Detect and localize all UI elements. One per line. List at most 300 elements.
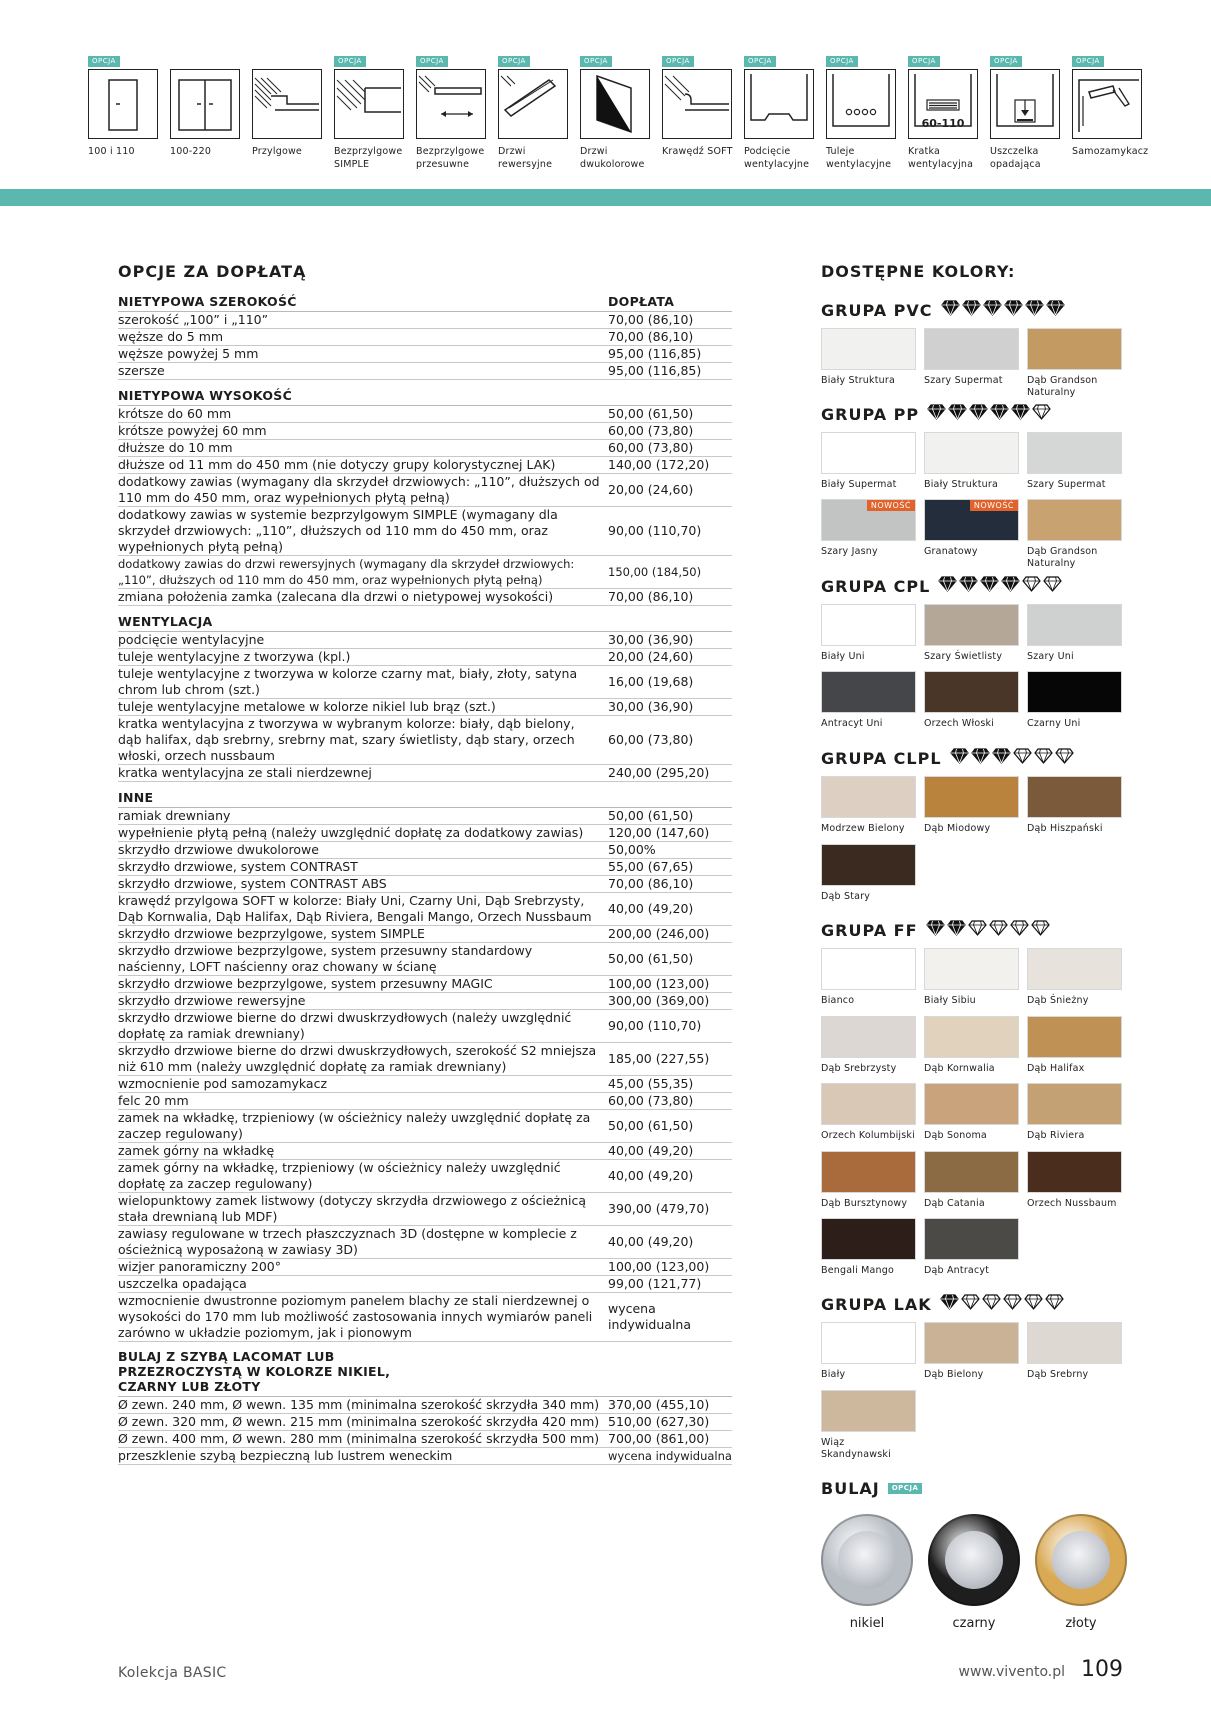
option-price: 60,00 (73,80): [608, 1093, 694, 1108]
swatch-name: Modrzew Bielony: [821, 823, 905, 834]
swatch-sample: [821, 1218, 916, 1260]
swatch-sample: [924, 1322, 1019, 1364]
price-row: [118, 876, 732, 893]
swatch-sample: [821, 948, 916, 990]
swatch-sample: [1027, 1151, 1122, 1193]
colour-swatch: [821, 604, 916, 663]
option-description: zmiana położenia zamka (zalecana dla drzwi o nietypowej wysokości): [118, 589, 554, 604]
colour-swatch: [821, 1083, 916, 1142]
option-description: wielopunktowy zamek listwowy (dotyczy skrzydła drzwiowego z ościeżnicą stała drewnianą lub MDF): [118, 1193, 586, 1224]
option-description: tuleje wentylacyjne z tworzywa (kpl.): [118, 649, 351, 664]
option-price: 55,00 (67,65): [608, 859, 694, 874]
swatch-sample: [1027, 948, 1122, 990]
option-description: węższe powyżej 5 mm: [118, 346, 259, 361]
opcja-badge: OPCJA: [990, 56, 1022, 67]
diamond-filled-icon: [926, 920, 945, 940]
swatch-sample: [1027, 499, 1122, 541]
option-price: 40,00 (49,20): [608, 1143, 694, 1158]
option-price: 390,00 (479,70): [608, 1201, 710, 1216]
swatch-name: Orzech Nussbaum: [1027, 1197, 1117, 1209]
option-price: 20,00 (24,60): [608, 649, 694, 664]
option-description: felc 20 mm: [118, 1093, 189, 1108]
diamond-outline-icon: [982, 1294, 1001, 1314]
option-price: 60,00 (73,80): [608, 732, 694, 747]
option-price: 200,00 (246,00): [608, 926, 710, 941]
price-row: [118, 312, 732, 329]
colour-swatch: [821, 1016, 916, 1075]
section-price-header: [608, 388, 732, 403]
two-colour-door-icon: [580, 69, 650, 139]
porthole-ring: [928, 1514, 1020, 1606]
price-row: [118, 893, 732, 926]
swatch-name: Biały: [821, 1369, 846, 1380]
price-level-diamonds: [927, 404, 1051, 424]
price-row: [118, 666, 732, 699]
diamond-filled-icon: [983, 300, 1002, 320]
diamond-filled-icon: [980, 576, 999, 596]
swatch-sample: [1027, 1016, 1122, 1058]
diamond-filled-icon: [1011, 404, 1030, 424]
price-row: [118, 1414, 732, 1431]
swatch-sample: [1027, 328, 1122, 370]
swatch-sample: [924, 1083, 1019, 1125]
option-description: wizjer panoramiczny 200°: [118, 1259, 281, 1274]
option-description: ramiak drewniany: [118, 808, 231, 823]
porthole-1: [928, 1514, 1020, 1631]
swatch-name: Biały Struktura: [821, 375, 895, 386]
price-level-diamonds: [950, 748, 1074, 768]
option-description: szerokość „100” i „110”: [118, 312, 269, 327]
option-price: 150,00 (184,50): [608, 565, 702, 579]
porthole-label: złoty: [1065, 1616, 1097, 1631]
swatch-name: Szary Jasny: [821, 546, 878, 557]
price-row: [118, 1193, 732, 1226]
section-price-header: [608, 614, 732, 629]
diamond-filled-icon: [941, 300, 960, 320]
section-price-header: [608, 790, 732, 805]
swatch-sample: [821, 1083, 916, 1125]
option-description: węższe do 5 mm: [118, 329, 224, 344]
option-description: dłuższe do 10 mm: [118, 440, 233, 455]
swatch-name: Dąb Sonoma: [924, 1130, 987, 1141]
vent-sleeves-icon: [826, 69, 896, 139]
group-name: GRUPA PP: [821, 404, 920, 424]
opcja-badge: OPCJA: [888, 1483, 923, 1494]
option-description: podcięcie wentylacyjne: [118, 632, 265, 647]
option-label: Podcięcie wentylacyjne: [744, 146, 810, 170]
option-description: skrzydło drzwiowe bezprzylgowe, system SIMPLE: [118, 926, 425, 941]
colour-swatch: [1027, 1083, 1122, 1142]
option-price: 100,00 (123,00): [608, 1259, 710, 1274]
price-row: [118, 859, 732, 876]
swatch-name: Biały Struktura: [924, 479, 998, 490]
option-description: krótsze powyżej 60 mm: [118, 423, 267, 438]
price-row: [118, 440, 732, 457]
diamond-filled-icon: [971, 748, 990, 768]
option-price: 370,00 (455,10): [608, 1397, 710, 1412]
price-row: [118, 1259, 732, 1276]
swatch-name: Dąb Grandson Naturalny: [1027, 546, 1098, 569]
swatch-sample: [924, 671, 1019, 713]
porthole-ring: [1035, 1514, 1127, 1606]
colour-swatch: [924, 948, 1019, 1007]
swatch-sample: [821, 604, 916, 646]
diamond-filled-icon: [1001, 576, 1020, 596]
price-row: [118, 1448, 732, 1465]
price-row: [118, 632, 732, 649]
swatch-sample: [821, 328, 916, 370]
swatch-name: Szary Uni: [1027, 651, 1074, 662]
swatch-sample: [924, 328, 1019, 370]
option-label: Przylgowe: [252, 146, 302, 157]
diamond-outline-icon: [1045, 1294, 1064, 1314]
price-row: [118, 1293, 732, 1342]
price-row: [118, 1093, 732, 1110]
vent-grille-icon: [908, 69, 978, 139]
colour-swatch: [1027, 948, 1122, 1007]
swatch-name: Szary Supermat: [924, 375, 1003, 386]
porthole-glass: [838, 1531, 896, 1589]
price-row: [118, 926, 732, 943]
diamond-outline-icon: [1013, 748, 1032, 768]
option-label: Samozamykacz: [1072, 146, 1149, 157]
new-badge: NOWOŚĆ: [970, 500, 1018, 511]
diamond-filled-icon: [969, 404, 988, 424]
diamond-filled-icon: [947, 920, 966, 940]
diamond-filled-icon: [1025, 300, 1044, 320]
option-description: wzmocnienie pod samozamykacz: [118, 1076, 328, 1091]
diamond-filled-icon: [959, 576, 978, 596]
group-title: [821, 576, 1062, 596]
colour-swatch: [924, 1218, 1019, 1277]
swatch-name: Szary Supermat: [1027, 479, 1106, 490]
diamond-filled-icon: [1004, 300, 1023, 320]
swatch-name: Biały Uni: [821, 651, 865, 662]
option-price: 60,00 (73,80): [608, 440, 694, 455]
option-price: 45,00 (55,35): [608, 1076, 694, 1091]
diamond-outline-icon: [1010, 920, 1029, 940]
price-row: [118, 1110, 732, 1143]
price-level-diamonds: [941, 300, 1065, 320]
swatch-sample: [821, 1016, 916, 1058]
surcharge-title: OPCJE ZA DOPŁATĄ: [118, 262, 307, 281]
bulaj-title: [821, 1479, 922, 1498]
reversible-door-icon: [498, 69, 568, 139]
price-row: [118, 993, 732, 1010]
swatch-name: Dąb Halifax: [1027, 1062, 1085, 1074]
option-description: zamek górny na wkładkę: [118, 1143, 275, 1158]
colour-swatch: [924, 1016, 1019, 1075]
swatch-name: Orzech Kolumbijski: [821, 1130, 915, 1141]
swatch-sample: [924, 948, 1019, 990]
group-title: [821, 920, 1050, 940]
option-price: 70,00 (86,10): [608, 876, 694, 891]
swatch-sample: [821, 844, 916, 886]
swatch-sample: [1027, 432, 1122, 474]
option-label: 100 i 110: [88, 146, 135, 157]
footer-url[interactable]: www.vivento.pl: [958, 1664, 1065, 1680]
swatch-name: Dąb Miodowy: [924, 823, 991, 834]
option-price: 95,00 (116,85): [608, 363, 702, 378]
porthole-glass: [1052, 1531, 1110, 1589]
new-badge: NOWOŚĆ: [867, 500, 915, 511]
colour-swatch: [924, 604, 1019, 663]
opcja-badge: OPCJA: [662, 56, 694, 67]
teal-band: [0, 189, 1211, 206]
option-label: Uszczelka opadająca: [990, 146, 1041, 170]
option-description: kratka wentylacyjna z tworzywa w wybranym kolorze: biały, dąb bielony, dąb halifax, dąb srebrny, srebrny mat, szary świetlisty, dąb stary, orzech włoski, orzech nussbaum: [118, 716, 575, 763]
swatch-name: Bengali Mango: [821, 1265, 895, 1276]
option-description: skrzydło drzwiowe bierne do drzwi dwuskrzydłowych, szerokość S2 mniejsza niż 610 mm (należy uwzględnić dopłatę za ramiak drewniany): [118, 1043, 597, 1074]
option-label: Drzwi rewersyjne: [498, 146, 553, 170]
grille-size-label: 60-110: [921, 117, 965, 130]
option-price: 185,00 (227,55): [608, 1051, 710, 1066]
option-price: 90,00 (110,70): [608, 523, 702, 538]
diamond-outline-icon: [968, 920, 987, 940]
option-description: dodatkowy zawias w systemie bezprzylgowym SIMPLE (wymagany dla skrzydeł drzwiowych: „110”, dłuższych od 110 mm do 450 mm, oraz wypełnionych płytą pełną): [118, 507, 558, 554]
price-row: [118, 1076, 732, 1093]
option-price: 50,00 (61,50): [608, 406, 694, 421]
price-row: [118, 1043, 732, 1076]
option-price: wycena indywidualna: [608, 1449, 732, 1463]
option-description: skrzydło drzwiowe dwukolorowe: [118, 842, 319, 857]
page-number: 109: [1081, 1657, 1123, 1682]
price-row: [118, 649, 732, 666]
diamond-filled-icon: [990, 404, 1009, 424]
colour-swatch: [924, 776, 1019, 835]
price-row: [118, 423, 732, 440]
price-row: [118, 943, 732, 976]
swatch-name: Dąb Bielony: [924, 1369, 984, 1380]
porthole-label: czarny: [952, 1616, 996, 1631]
swatch-name: Biały Supermat: [821, 479, 897, 490]
colour-swatch: [924, 671, 1019, 730]
colour-swatch: [821, 499, 916, 558]
diamond-filled-icon: [992, 748, 1011, 768]
price-row: [118, 474, 732, 507]
price-row: [118, 842, 732, 859]
option-price: 90,00 (110,70): [608, 1018, 702, 1033]
group-name: GRUPA CLPL: [821, 748, 942, 768]
option-price: 20,00 (24,60): [608, 482, 694, 497]
price-level-diamonds: [938, 576, 1062, 596]
opcja-badge: OPCJA: [88, 56, 120, 67]
option-description: dłuższe od 11 mm do 450 mm (nie dotyczy grupy kolorystycznej LAK): [118, 457, 556, 472]
option-price: 16,00 (19,68): [608, 674, 694, 689]
diamond-outline-icon: [1034, 748, 1053, 768]
diamond-filled-icon: [962, 300, 981, 320]
section-price-header: DOPŁATA: [608, 294, 675, 309]
section-header: [118, 290, 732, 312]
bulaj-name: BULAJ: [821, 1479, 880, 1498]
option-label: Tuleje wentylacyjne: [826, 146, 892, 170]
swatch-sample: [821, 1390, 916, 1432]
option-price: 40,00 (49,20): [608, 1168, 694, 1183]
group-name: GRUPA FF: [821, 920, 918, 940]
group-name: GRUPA LAK: [821, 1294, 932, 1314]
option-label: Krawędź SOFT: [662, 146, 733, 157]
swatch-name: Dąb Srebrny: [1027, 1369, 1089, 1380]
option-label: Drzwi dwukolorowe: [580, 146, 645, 170]
colour-swatch: [1027, 1016, 1122, 1075]
option-price: 40,00 (49,20): [608, 1234, 694, 1249]
options-icon-strip: [88, 55, 1168, 175]
option-price: 70,00 (86,10): [608, 312, 694, 327]
opcja-badge: OPCJA: [1072, 56, 1104, 67]
price-row: [118, 1276, 732, 1293]
option-description: skrzydło drzwiowe bezprzylgowe, system przesuwny MAGIC: [118, 976, 493, 991]
option-price: 300,00 (369,00): [608, 993, 710, 1008]
swatch-sample: [821, 499, 916, 541]
diamond-outline-icon: [1022, 576, 1041, 596]
price-row: [118, 1010, 732, 1043]
colour-swatch: [1027, 604, 1122, 663]
swatch-sample: [924, 1151, 1019, 1193]
swatch-sample: [924, 1218, 1019, 1260]
diamond-outline-icon: [1031, 920, 1050, 940]
price-row: [118, 406, 732, 423]
swatch-name: Dąb Bursztynowy: [821, 1197, 908, 1209]
option-price: 510,00 (627,30): [608, 1414, 710, 1429]
porthole-label: nikiel: [849, 1616, 885, 1631]
option-description: skrzydło drzwiowe, system CONTRAST ABS: [118, 876, 387, 891]
colour-swatch: [924, 1083, 1019, 1142]
option-description: wypełnienie płytą pełną (należy uwzględnić dopłatę za dodatkowy zawias): [118, 825, 584, 840]
option-description: skrzydło drzwiowe rewersyjne: [118, 993, 306, 1008]
colour-swatch: [924, 328, 1019, 387]
diamond-filled-icon: [938, 576, 957, 596]
swatch-name: Wiąz Skandynawski: [821, 1437, 891, 1460]
option-price: 60,00 (73,80): [608, 423, 694, 438]
swatch-name: Orzech Włoski: [924, 718, 995, 729]
colour-swatch: [821, 948, 916, 1007]
option-description: Ø zewn. 320 mm, Ø wewn. 215 mm (minimalna szerokość skrzydła 420 mm): [118, 1414, 600, 1429]
price-row: [118, 1143, 732, 1160]
colour-swatch: [821, 1151, 916, 1210]
diamond-filled-icon: [940, 1294, 959, 1314]
diamond-filled-icon: [927, 404, 946, 424]
price-row: [118, 507, 732, 556]
swatch-sample: [821, 432, 916, 474]
option-description: wzmocnienie dwustronne poziomym panelem blachy ze stali nierdzewnej o wysokości do 170 mm lub możliwość zastosowania innych wymiarów paneli zarówno w układzie poziomym, jak i pionowym: [118, 1293, 593, 1340]
option-description: tuleje wentylacyjne metalowe w kolorze nikiel lub brąz (szt.): [118, 699, 496, 714]
colour-swatch: [1027, 432, 1122, 491]
price-row: [118, 556, 732, 589]
price-row: [118, 699, 732, 716]
option-description: skrzydło drzwiowe, system CONTRAST: [118, 859, 358, 874]
option-label: Bezprzylgowe SIMPLE: [334, 146, 403, 170]
price-row: [118, 765, 732, 782]
swatch-sample: [821, 1322, 916, 1364]
group-title: [821, 1294, 1064, 1314]
option-description: tuleje wentylacyjne z tworzywa w kolorze czarny mat, biały, złoty, satyna chrom lub chrom (szt.): [118, 666, 578, 697]
price-row: [118, 976, 732, 993]
option-description: Ø zewn. 400 mm, Ø wewn. 280 mm (minimalna szerokość skrzydła 500 mm): [118, 1431, 600, 1446]
swatch-sample: [1027, 671, 1122, 713]
diamond-outline-icon: [1055, 748, 1074, 768]
price-row: [118, 346, 732, 363]
price-row: [118, 1226, 732, 1259]
option-description: Ø zewn. 240 mm, Ø wewn. 135 mm (minimalna szerokość skrzydła 340 mm): [118, 1397, 600, 1412]
door-single-icon: [88, 69, 158, 139]
price-row: [118, 1431, 732, 1448]
swatch-name: Dąb Kornwalia: [924, 1062, 995, 1074]
colour-swatch: [1027, 499, 1122, 570]
section-price-header: [448, 1349, 732, 1394]
option-price: 50,00 (61,50): [608, 951, 694, 966]
colour-swatch: [924, 1322, 1019, 1381]
price-row: [118, 589, 732, 606]
option-description: krótsze do 60 mm: [118, 406, 232, 421]
colour-swatch: [821, 1322, 916, 1381]
option-price: 50,00 (61,50): [608, 1118, 694, 1133]
swatch-sample: [1027, 776, 1122, 818]
colour-swatch: [821, 844, 916, 903]
colour-swatch: [924, 1151, 1019, 1210]
swatch-name: Dąb Hiszpański: [1027, 823, 1103, 834]
swatch-name: Dąb Antracyt: [924, 1265, 990, 1276]
colour-swatch: [1027, 671, 1122, 730]
section-title: NIETYPOWA SZEROKOŚĆ: [118, 294, 297, 309]
opcja-badge: OPCJA: [908, 56, 940, 67]
section-header: [118, 786, 732, 808]
sliding-door-icon: [416, 69, 486, 139]
opcja-badge: OPCJA: [334, 56, 366, 67]
swatch-name: Bianco: [821, 995, 855, 1006]
option-description: przeszklenie szybą bezpieczną lub lustrem weneckim: [118, 1448, 453, 1463]
option-price: 50,00 (61,50): [608, 808, 694, 823]
opcja-badge: OPCJA: [498, 56, 530, 67]
price-level-diamonds: [926, 920, 1050, 940]
porthole-ring: [821, 1514, 913, 1606]
swatch-name: Dąb Riviera: [1027, 1130, 1085, 1141]
colour-swatch: [1027, 1151, 1122, 1210]
swatch-name: Czarny Uni: [1027, 718, 1081, 729]
option-price: 50,00%: [608, 842, 656, 857]
swatch-sample: [924, 604, 1019, 646]
option-price: 30,00 (36,90): [608, 632, 694, 647]
diamond-outline-icon: [989, 920, 1008, 940]
diamond-outline-icon: [1003, 1294, 1022, 1314]
swatch-name: Dąb Śnieżny: [1027, 995, 1089, 1006]
swatch-name: Dąb Srebrzysty: [821, 1062, 897, 1074]
opcja-badge: OPCJA: [826, 56, 858, 67]
swatch-sample: [821, 776, 916, 818]
group-title: [821, 748, 1074, 768]
opcja-badge: OPCJA: [744, 56, 776, 67]
colour-swatch: [821, 1218, 916, 1277]
option-price: 240,00 (295,20): [608, 765, 710, 780]
flush-door-icon: [334, 69, 404, 139]
drop-seal-icon: [990, 69, 1060, 139]
option-price: 30,00 (36,90): [608, 699, 694, 714]
porthole-2: [1035, 1514, 1127, 1631]
group-title: [821, 404, 1051, 424]
rebated-door-icon: [252, 69, 322, 139]
option-label: Bezprzylgowe przesuwne: [416, 146, 485, 170]
colour-swatch: [1027, 1322, 1122, 1381]
colour-swatch: [924, 499, 1019, 558]
option-description: krawędź przylgowa SOFT w kolorze: Biały Uni, Czarny Uni, Dąb Srebrzysty, Dąb Kornwalia, Dąb Halifax, Dąb Riviera, Bengali Mango, Orzech Nussbaum: [118, 893, 592, 924]
swatch-sample: [924, 776, 1019, 818]
option-label: Kratka wentylacyjna: [908, 146, 974, 170]
option-price: 140,00 (172,20): [608, 457, 710, 472]
group-name: GRUPA CPL: [821, 576, 931, 596]
price-row: [118, 1160, 732, 1193]
price-row: [118, 363, 732, 380]
price-row: [118, 1397, 732, 1414]
door-double-icon: [170, 69, 240, 139]
